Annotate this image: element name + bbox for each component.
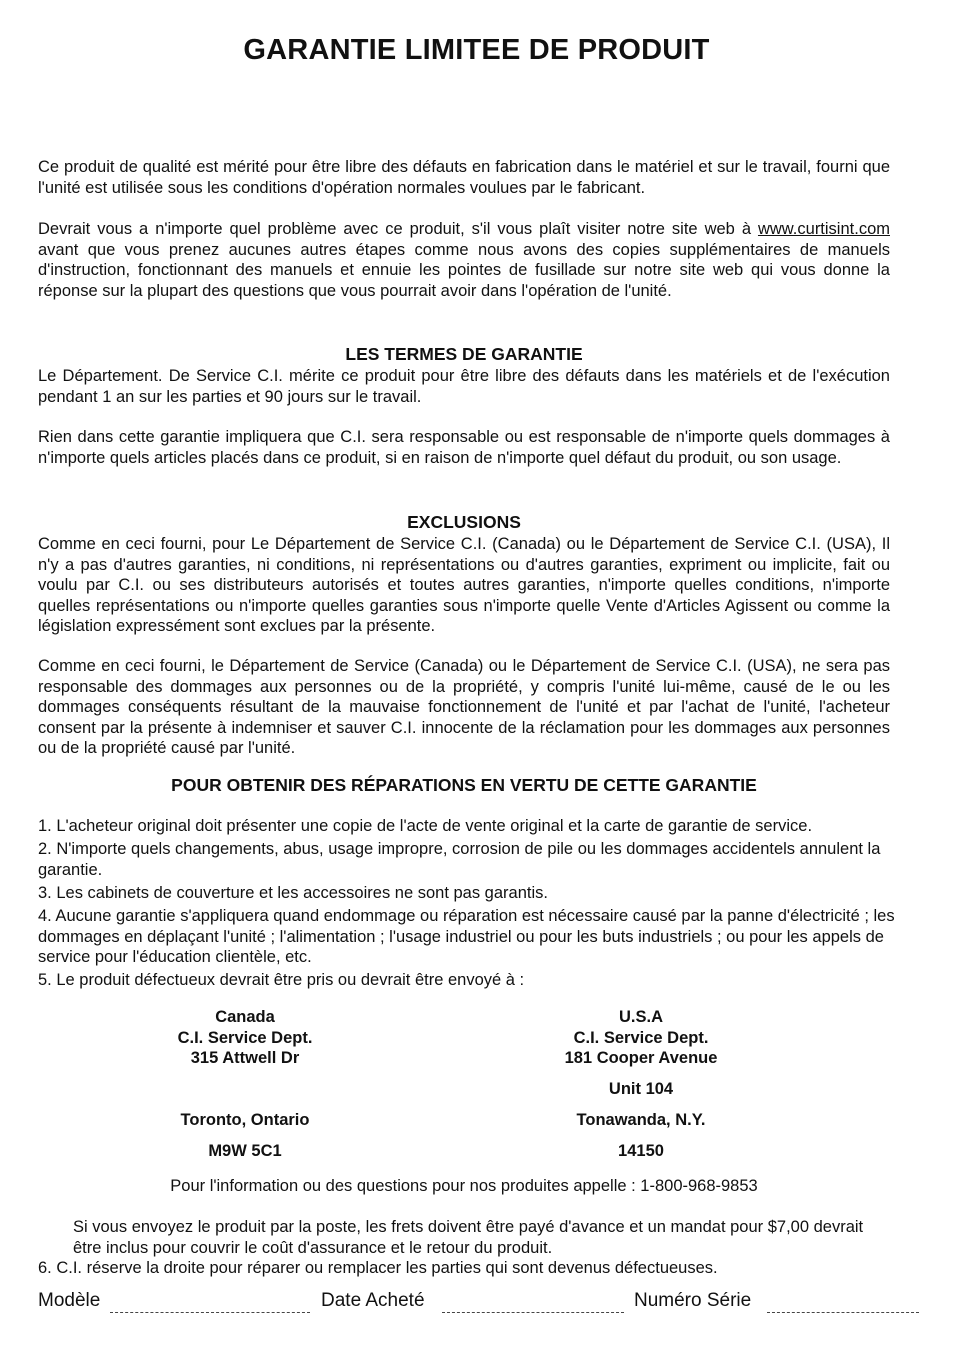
exclusions-paragraph-1: Comme en ceci fourni, pour Le Département de Service C.I. (Canada) ou le Département de Service C.I. (USA), Il n'y a pas d'autres garanties, ni conditions, ni représentations ou d'autres garanties, expriment ou implicite, fait ou voulu par C.I. ou ses distributeurs autorisés et toutes autres garanties, n'importe quelles conditions, n'importe quelles représentations ou n'importe quelles garanties sous n'importe quelle Vente d'Articles Agissent ou comme la législation expressément sont exclues par la présente. [38, 535, 890, 636]
serial-number-label: Numéro Série [634, 1290, 752, 1311]
purchase-date-label: Date Acheté [321, 1290, 425, 1311]
shipping-note: Si vous envoyez le produit par la poste, les frets doivent être payé d'avance et un mandat pour $7,00 devrait être inclus pour couvrir le coût d'assurance et le retour du produit. [73, 1218, 864, 1257]
canada-country: Canada [215, 1008, 275, 1026]
usa-postal: 14150 [618, 1142, 664, 1160]
repair-item-4: 4. Aucune garantie s'appliquera quand endommage ou réparation est nécessaire causé par la panne d'électricité ; les dommages en déplaçant l'unité ; l'alimentation ; l'usage industriel ou pour les buts industriels ; ou pour les appels de service pour l'éducation clientèle, etc. [38, 907, 895, 967]
canada-dept: C.I. Service Dept. [177, 1029, 313, 1047]
usa-dept: C.I. Service Dept. [573, 1029, 709, 1047]
model-label: Modèle [38, 1290, 101, 1311]
purchase-date-field[interactable] [442, 1312, 624, 1313]
usa-street: 181 Cooper Avenue [564, 1049, 718, 1067]
intro-paragraph-2 [38, 219, 890, 301]
exclusions-heading: EXCLUSIONS [407, 512, 521, 532]
terms-heading: LES TERMES DE GARANTIE [345, 344, 583, 364]
usa-city: Tonawanda, N.Y. [576, 1111, 706, 1129]
usa-unit: Unit 104 [608, 1080, 674, 1098]
repair-item-6: 6. C.I. réserve la droite pour réparer ou remplacer les parties qui sont devenus défectueuses. [38, 1259, 718, 1277]
info-phone-line: Pour l'information ou des questions pour nos produites appelle : 1-800-968-9853 [170, 1177, 758, 1195]
canada-city: Toronto, Ontario [180, 1111, 310, 1129]
repairs-heading: POUR OBTENIR DES RÉPARATIONS EN VERTU DE CETTE GARANTIE [171, 775, 757, 795]
repair-item-5: 5. Le produit défectueux devrait être pris ou devrait être envoyé à : [38, 971, 525, 989]
repair-item-2: 2. N'importe quels changements, abus, usage impropre, corrosion de pile ou les dommages accidentels annulent la garantie. [38, 840, 881, 879]
intro-paragraph-2-prefix: Devrait vous a n'importe quel problème avec ce produit, s'il vous plaît visiter notre site web à [38, 220, 751, 238]
serial-number-field[interactable] [767, 1312, 919, 1313]
intro-paragraph-2-suffix: avant que vous prenez aucunes autres étapes comme nous avons des copies supplémentaires de manuels d'instruction, fonctionnant des manuels et ennuie les pointes de fusillade sur notre site web qui vous donne la réponse sur la plupart des questions que vous pourrait avoir dans l'opération de l'unité. [38, 240, 890, 300]
repair-item-3: 3. Les cabinets de couverture et les accessoires ne sont pas garantis. [38, 884, 548, 902]
usa-country: U.S.A [618, 1008, 663, 1026]
website-link[interactable]: www.curtisint.com [757, 220, 890, 238]
terms-paragraph-1: Le Département. De Service C.I. mérite ce produit pour être libre des défauts dans les matériels et de l'exécution pendant 1 an sur les parties et 90 jours sur le travail. [38, 367, 890, 406]
page-title: GARANTIE LIMITEE DE PRODUIT [243, 34, 710, 66]
repair-item-1: 1. L'acheteur original doit présenter une copie de l'acte de vente original et la carte de garantie de service. [38, 817, 813, 835]
product-info-form [38, 1290, 923, 1320]
canada-street: 315 Attwell Dr [190, 1049, 300, 1067]
terms-paragraph-2: Rien dans cette garantie impliquera que C.I. sera responsable ou est responsable de n'importe quels dommages à n'importe quels articles placés dans ce produit, si en raison de n'importe quel défaut du produit, ou son usage. [38, 428, 890, 467]
canada-postal: M9W 5C1 [208, 1142, 282, 1160]
intro-paragraph-1: Ce produit de qualité est mérité pour être libre des défauts en fabrication dans le matériel et sur le travail, fourni que l'unité est utilisée sous les conditions d'opération normales voulues par le fabricant. [38, 158, 890, 197]
model-field[interactable] [110, 1312, 310, 1313]
exclusions-paragraph-2: Comme en ceci fourni, le Département de Service (Canada) ou le Département de Service C.I. (USA), ne sera pas responsable des dommages aux personnes ou de la propriété, y compris l'unité lui-même, causé de le ou les dommages conséquents résultant de la mauvaise fonctionnement de l'unité et par l'achat de l'unité, l'acheteur consent par la présente à indemniser et sauver C.I. innocente de la réclamation pour les dommages aux personnes ou de la propriété causé par l'unité. [38, 657, 890, 758]
